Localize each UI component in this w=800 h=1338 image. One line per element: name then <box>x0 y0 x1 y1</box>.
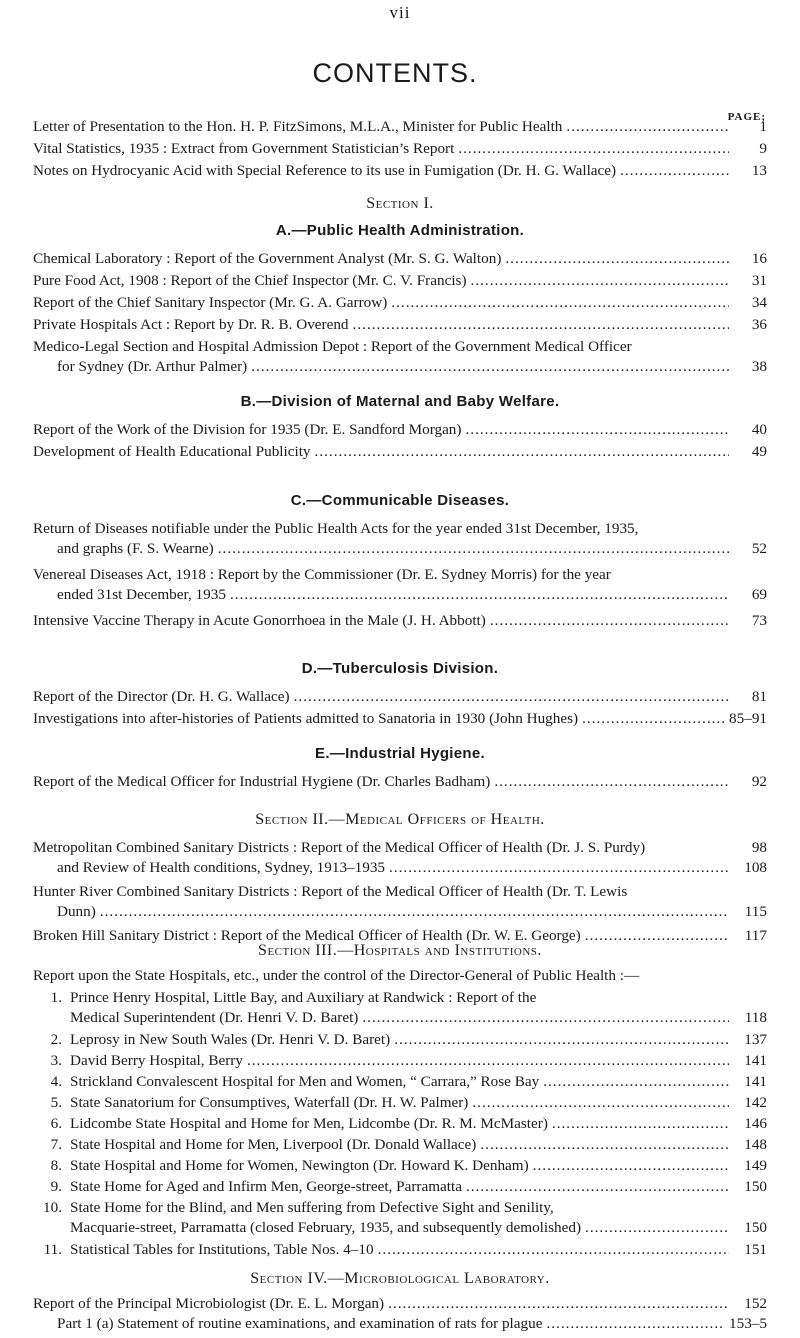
dot-leader <box>362 1008 729 1028</box>
toc-entry <box>40 1114 767 1134</box>
entry-number: 5. <box>50 1094 62 1111</box>
entry-page-number: 118 <box>744 1009 767 1026</box>
entry-title: Development of Health Educational Publicity <box>33 443 311 460</box>
toc-entry <box>33 519 767 559</box>
entry-number: 3. <box>50 1052 62 1069</box>
toc-entry-line <box>40 1051 767 1071</box>
dot-leader <box>466 1177 729 1197</box>
entry-page-number: 49 <box>751 443 767 460</box>
toc-entry-line <box>40 1177 767 1197</box>
entry-page-number: 31 <box>751 272 767 289</box>
entry-page-number: 108 <box>744 859 767 876</box>
dot-leader <box>566 117 729 137</box>
page-number: vii <box>389 3 411 22</box>
toc-entry-line <box>33 858 767 878</box>
toc-entry <box>33 420 767 440</box>
entry-title: Strickland Convalescent Hospital for Men and Women, “ Carrara,” Rose Bay <box>70 1073 540 1090</box>
toc-entry-line <box>33 539 767 559</box>
section-heading: Section III.—Hospitals and Institutions. <box>258 942 542 959</box>
toc-entry <box>33 687 767 707</box>
toc-entry <box>40 1156 767 1176</box>
entry-page-number: 150 <box>744 1219 767 1236</box>
entry-number: 8. <box>50 1157 62 1174</box>
entry-title: Private Hospitals Act : Report by Dr. R. B. Overend <box>33 316 349 333</box>
toc-entry <box>33 611 767 631</box>
toc-entry-line <box>33 249 767 269</box>
toc-entry-line <box>33 709 767 729</box>
entry-page-number: 69 <box>751 586 767 603</box>
dot-leader <box>247 1051 729 1071</box>
entry-title: Metropolitan Combined Sanitary Districts : Report of the Medical Officer of Health (Dr. J. S. Purdy) <box>33 839 646 856</box>
entry-title: Vital Statistics, 1935 : Extract from Government Statistician’s Report <box>33 140 455 157</box>
toc-entry-line <box>33 293 767 313</box>
toc-entry <box>33 882 767 922</box>
entry-title: Letter of Presentation to the Hon. H. P. FitzSimons, M.L.A., Minister for Public Health <box>33 118 563 135</box>
entry-page-number: 146 <box>744 1115 767 1132</box>
entry-number: 6. <box>50 1115 62 1132</box>
entry-page-number: 148 <box>744 1136 767 1153</box>
dot-leader <box>251 357 729 377</box>
entry-number: 10. <box>43 1199 62 1216</box>
entry-title: Chemical Laboratory : Report of the Government Analyst (Mr. S. G. Walton) <box>33 250 502 267</box>
toc-entry <box>33 315 767 335</box>
toc-entry-line <box>33 687 767 707</box>
entry-page-number: 141 <box>744 1073 767 1090</box>
entry-page-number: 34 <box>751 294 767 311</box>
toc-entry <box>40 1051 767 1071</box>
toc-entry <box>33 1314 767 1334</box>
entry-number: 1. <box>50 989 62 1006</box>
dot-leader <box>582 709 725 729</box>
section-heading: Section II.—Medical Officers of Health. <box>255 811 545 828</box>
entry-title: David Berry Hospital, Berry <box>70 1052 243 1069</box>
entry-title: for Sydney (Dr. Arthur Palmer) <box>57 358 248 375</box>
dot-leader <box>505 249 729 269</box>
entry-page-number: 38 <box>751 358 767 375</box>
toc-entry <box>33 1294 767 1314</box>
toc-entry <box>33 271 767 291</box>
toc-entry-line <box>40 1218 767 1238</box>
entry-title: Investigations into after-histories of Patients admitted to Sanatoria in 1930 (John Hughes) <box>33 710 579 727</box>
entry-page-number: 153–5 <box>729 1315 767 1332</box>
entry-number: 4. <box>50 1073 62 1090</box>
dot-leader <box>100 902 729 922</box>
toc-entry-line <box>40 1093 767 1113</box>
toc-entry-line <box>33 585 767 605</box>
entry-number: 7. <box>50 1136 62 1153</box>
toc-entry-line <box>33 882 767 902</box>
dot-leader <box>378 1240 729 1260</box>
dot-leader <box>585 1218 729 1238</box>
subsection-heading: E.—Industrial Hygiene. <box>315 745 485 762</box>
entry-title: Return of Diseases notifiable under the Public Health Acts for the year ended 31st December, 1935, <box>33 520 639 537</box>
entry-title: Venereal Diseases Act, 1918 : Report by the Commissioner (Dr. E. Sydney Morris) for the year <box>33 566 611 583</box>
entry-title: Dunn) <box>57 903 96 920</box>
toc-entry-line <box>40 988 767 1008</box>
entry-page-number: 137 <box>744 1031 767 1048</box>
entry-title: Part 1 (a) Statement of routine examinations, and examination of rats for plague <box>57 1315 543 1332</box>
toc-entry <box>40 1240 767 1260</box>
dot-leader <box>389 858 729 878</box>
section-heading: Section I. <box>366 195 434 212</box>
dot-leader <box>546 1314 725 1334</box>
dot-leader <box>394 1030 729 1050</box>
dot-leader <box>315 442 729 462</box>
section-intro: Report upon the State Hospitals, etc., under the control of the Director-General of Public Health :— <box>33 967 640 984</box>
toc-entry-line <box>33 565 767 585</box>
entry-title: Pure Food Act, 1908 : Report of the Chief Inspector (Mr. C. V. Francis) <box>33 272 467 289</box>
toc-entry-line <box>40 1008 767 1028</box>
entry-title: Lidcombe State Hospital and Home for Men, Lidcombe (Dr. R. M. McMaster) <box>70 1115 548 1132</box>
entry-title: Medico-Legal Section and Hospital Admission Depot : Report of the Government Medical Officer <box>33 338 632 355</box>
toc-entry-line <box>33 902 767 922</box>
subsection-heading: A.—Public Health Administration. <box>275 222 525 239</box>
entry-title: State Hospital and Home for Men, Liverpool (Dr. Donald Wallace) <box>70 1136 477 1153</box>
dot-leader <box>471 271 729 291</box>
entry-page-number: 1 <box>759 118 767 135</box>
entry-page-number: 98 <box>751 839 767 856</box>
entry-page-number: 81 <box>751 688 767 705</box>
entry-page-number: 149 <box>744 1157 767 1174</box>
entry-title: State Sanatorium for Consumptives, Waterfall (Dr. H. W. Palmer) <box>70 1094 469 1111</box>
dot-leader <box>552 1114 729 1134</box>
toc-entry-line <box>33 519 767 539</box>
entry-page-number: 115 <box>744 903 767 920</box>
entry-page-number: 13 <box>751 162 767 179</box>
dot-leader <box>494 772 729 792</box>
entry-title: Statistical Tables for Institutions, Table Nos. 4–10 <box>70 1241 374 1258</box>
dot-leader <box>465 420 729 440</box>
toc-entry <box>33 293 767 313</box>
entry-page-number: 52 <box>751 540 767 557</box>
entry-title: Prince Henry Hospital, Little Bay, and Auxiliary at Randwick : Report of the <box>70 989 537 1006</box>
dot-leader <box>230 585 729 605</box>
toc-entry-line <box>40 1030 767 1050</box>
toc-entry-line <box>33 838 767 858</box>
dot-leader <box>218 539 729 559</box>
toc-entry-line <box>40 1072 767 1092</box>
toc-entry <box>40 1093 767 1113</box>
toc-entry <box>33 565 767 605</box>
entry-number: 2. <box>50 1031 62 1048</box>
toc-entry-line <box>33 271 767 291</box>
toc-entry <box>33 772 767 792</box>
entry-page-number: 9 <box>759 140 767 157</box>
subsection-heading: D.—Tuberculosis Division. <box>301 660 499 677</box>
toc-entry <box>33 139 767 159</box>
entry-title: Leprosy in New South Wales (Dr. Henri V. D. Baret) <box>70 1031 391 1048</box>
entry-title: Hunter River Combined Sanitary Districts : Report of the Medical Officer of Health (Dr. T. Lewis <box>33 883 628 900</box>
entry-page-number: 73 <box>751 612 767 629</box>
entry-number: 9. <box>50 1178 62 1195</box>
entry-title: State Home for the Blind, and Men suffering from Defective Sight and Senility, <box>70 1199 554 1216</box>
toc-entry-line <box>40 1156 767 1176</box>
toc-entry <box>40 1135 767 1155</box>
entry-page-number: 92 <box>751 773 767 790</box>
dot-leader <box>480 1135 729 1155</box>
toc-entry <box>33 709 767 729</box>
entry-page-number: 142 <box>744 1094 767 1111</box>
toc-entry-line <box>33 1294 767 1314</box>
dot-leader <box>458 139 729 159</box>
toc-entry-line <box>33 337 767 357</box>
entry-page-number: 85–91 <box>729 710 767 727</box>
toc-entry <box>33 838 767 858</box>
toc-entry-line <box>40 1198 767 1218</box>
entry-page-number: 40 <box>751 421 767 438</box>
toc-entry <box>33 858 767 878</box>
toc-entry-line <box>33 117 767 137</box>
toc-entry <box>33 249 767 269</box>
toc-entry <box>33 442 767 462</box>
toc-entry <box>33 161 767 181</box>
page-column-header: PAGE; <box>727 111 766 123</box>
entry-page-number: 151 <box>744 1241 767 1258</box>
toc-entry <box>33 337 767 377</box>
toc-entry-line <box>33 772 767 792</box>
entry-page-number: 152 <box>744 1295 767 1312</box>
toc-entry-line <box>33 420 767 440</box>
dot-leader <box>620 161 729 181</box>
entry-number: 11. <box>43 1241 62 1258</box>
dot-leader <box>490 611 729 631</box>
toc-entry-line <box>33 611 767 631</box>
entry-title: Report of the Medical Officer for Industrial Hygiene (Dr. Charles Badham) <box>33 773 491 790</box>
toc-entry-line <box>33 442 767 462</box>
toc-entry-line <box>33 357 767 377</box>
dot-leader <box>543 1072 729 1092</box>
entry-title: ended 31st December, 1935 <box>57 586 226 603</box>
page-title: CONTENTS. <box>312 58 478 88</box>
entry-page-number: 16 <box>751 250 767 267</box>
entry-title: Macquarie-street, Parramatta (closed February, 1935, and subsequently demolished) <box>70 1219 582 1236</box>
entry-title: Report of the Director (Dr. H. G. Wallace) <box>33 688 290 705</box>
entry-page-number: 117 <box>744 927 767 944</box>
entry-title: State Home for Aged and Infirm Men, George-street, Parramatta <box>70 1178 462 1195</box>
entry-page-number: 36 <box>751 316 767 333</box>
toc-entry <box>40 1072 767 1092</box>
toc-entry-line <box>33 1314 767 1334</box>
entry-title: Broken Hill Sanitary District : Report of the Medical Officer of Health (Dr. W. E. George) <box>33 927 581 944</box>
section-heading: Section IV.—Microbiological Laboratory. <box>250 1270 550 1287</box>
dot-leader <box>472 1093 729 1113</box>
toc-entry-line <box>33 315 767 335</box>
toc-entry <box>40 1177 767 1197</box>
entry-title: Report of the Principal Microbiologist (Dr. E. L. Morgan) <box>33 1295 385 1312</box>
entry-title: and Review of Health conditions, Sydney, 1913–1935 <box>57 859 386 876</box>
entry-title: Intensive Vaccine Therapy in Acute Gonorrhoea in the Male (J. H. Abbott) <box>33 612 486 629</box>
entry-title: Report of the Work of the Division for 1935 (Dr. E. Sandford Morgan) <box>33 421 462 438</box>
entry-title: Medical Superintendent (Dr. Henri V. D. Baret) <box>70 1009 359 1026</box>
entry-title: Notes on Hydrocyanic Acid with Special Reference to its use in Fumigation (Dr. H. G. Wallace) <box>33 162 617 179</box>
toc-entry-line <box>33 139 767 159</box>
entry-page-number: 141 <box>744 1052 767 1069</box>
dot-leader <box>388 1294 729 1314</box>
toc-entry-line <box>40 1135 767 1155</box>
subsection-heading: B.—Division of Maternal and Baby Welfare. <box>240 393 560 410</box>
dot-leader <box>391 293 729 313</box>
subsection-heading: C.—Communicable Diseases. <box>290 492 510 509</box>
entry-title: State Hospital and Home for Women, Newington (Dr. Howard K. Denham) <box>70 1157 529 1174</box>
dot-leader <box>533 1156 729 1176</box>
dot-leader <box>294 687 729 707</box>
toc-entry <box>40 1030 767 1050</box>
toc-entry <box>40 1198 767 1238</box>
toc-entry-line <box>33 161 767 181</box>
entry-title: and graphs (F. S. Wearne) <box>57 540 214 557</box>
entry-page-number: 150 <box>744 1178 767 1195</box>
toc-entry <box>40 988 767 1028</box>
toc-entry <box>33 117 767 137</box>
entry-title: Report of the Chief Sanitary Inspector (Mr. G. A. Garrow) <box>33 294 388 311</box>
dot-leader <box>353 315 729 335</box>
toc-entry-line <box>40 1240 767 1260</box>
toc-entry-line <box>40 1114 767 1134</box>
